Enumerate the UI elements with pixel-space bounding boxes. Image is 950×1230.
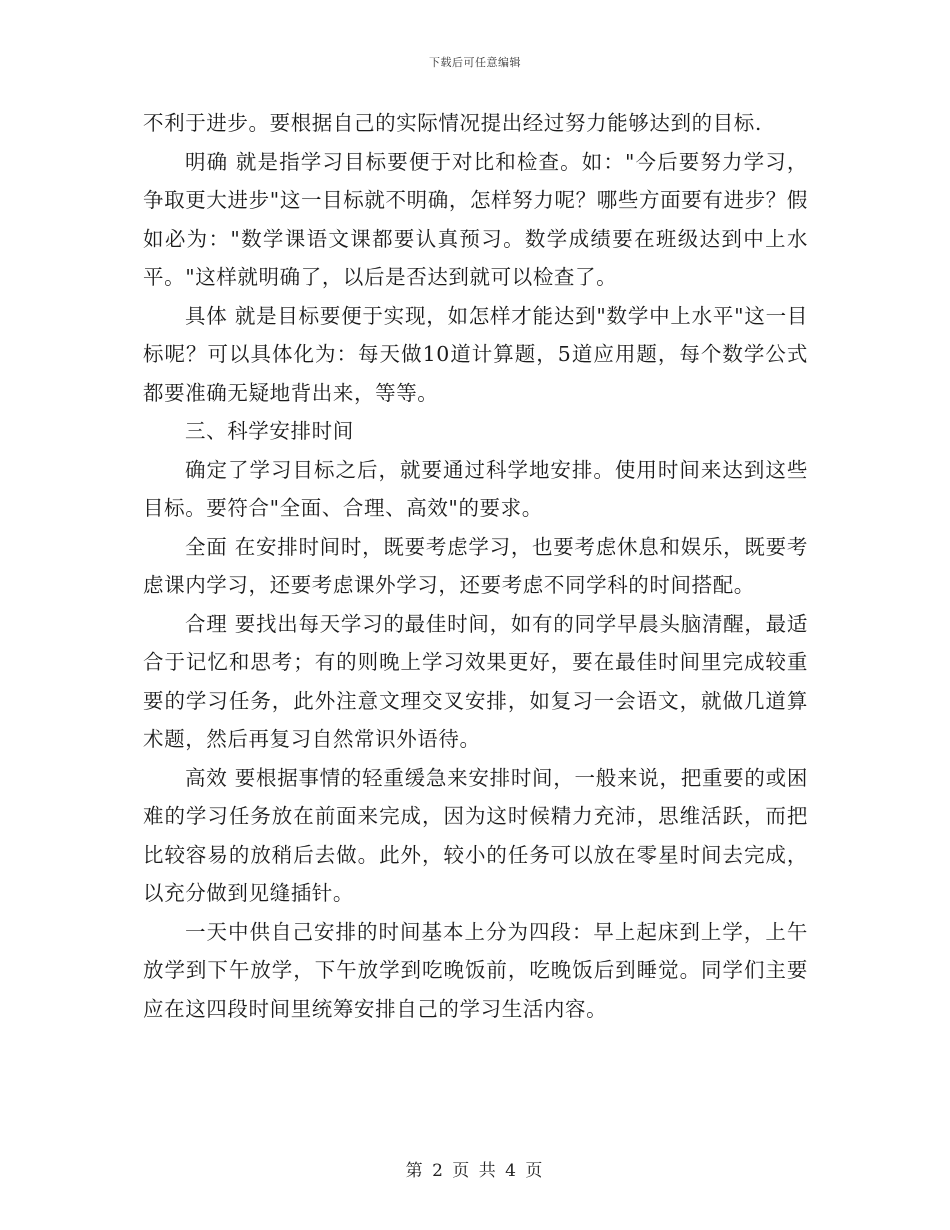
paragraph-quanmian: 全面 在安排时间时，既要考虑学习，也要考虑休息和娱乐，既要考虑课内学习，还要考虑课外学习，还要考虑不同学科的时间搭配。	[143, 534, 808, 597]
page-number-footer: 第 2 页 共 4 页	[405, 1161, 545, 1181]
paragraph-mingque: 明确 就是指学习目标要便于对比和检查。如："今后要努力学习，争取更大进步"这一目标就不明确，怎样努力呢？哪些方面要有进步？假如必为："数学课语文课都要认真预习。数学成绩要在班级达到中上水平。"这样就明确了，以后是否达到就可以检查了。	[143, 149, 808, 289]
paragraph-continuation: 不利于进步。要根据自己的实际情况提出经过努力能够达到的目标.	[143, 111, 763, 135]
section-heading: 三、科学安排时间	[185, 419, 354, 443]
paragraph-section-intro: 确定了学习目标之后，就要通过科学地安排。使用时间来达到这些目标。要符合"全面、合理、高效"的要求。	[143, 457, 808, 520]
paragraph-juti: 具体 就是目标要便于实现，如怎样才能达到"数学中上水平"这一目标呢？可以具体化为：每天做10道计算题，5道应用题，每个数学公式都要准确无疑地背出来，等等。	[143, 303, 808, 405]
page-header: 下载后可任意编辑	[429, 56, 521, 69]
paragraph-daily-schedule: 一天中供自己安排的时间基本上分为四段：早上起床到上学，上午放学到下午放学，下午放学到吃晚饭前，吃晚饭后到睡觉。同学们主要应在这四段时间里统筹安排自己的学习生活内容。	[143, 919, 808, 1021]
document-body	[143, 104, 808, 1028]
paragraph-gaoxiao: 高效 要根据事情的轻重缓急来安排时间，一般来说，把重要的或困难的学习任务放在前面来完成，因为这时候精力充沛，思维活跃，而把比较容易的放稍后去做。此外，较小的任务可以放在零星时间去完成，以充分做到见缝插针。	[143, 765, 808, 905]
paragraph-heli: 合理 要找出每天学习的最佳时间，如有的同学早晨头脑清醒，最适合于记忆和思考；有的则晚上学习效果更好，要在最佳时间里完成较重要的学习任务，此外注意文理交叉安排，如复习一会语文，就做几道算术题，然后再复习自然常识外语待。	[143, 611, 808, 751]
